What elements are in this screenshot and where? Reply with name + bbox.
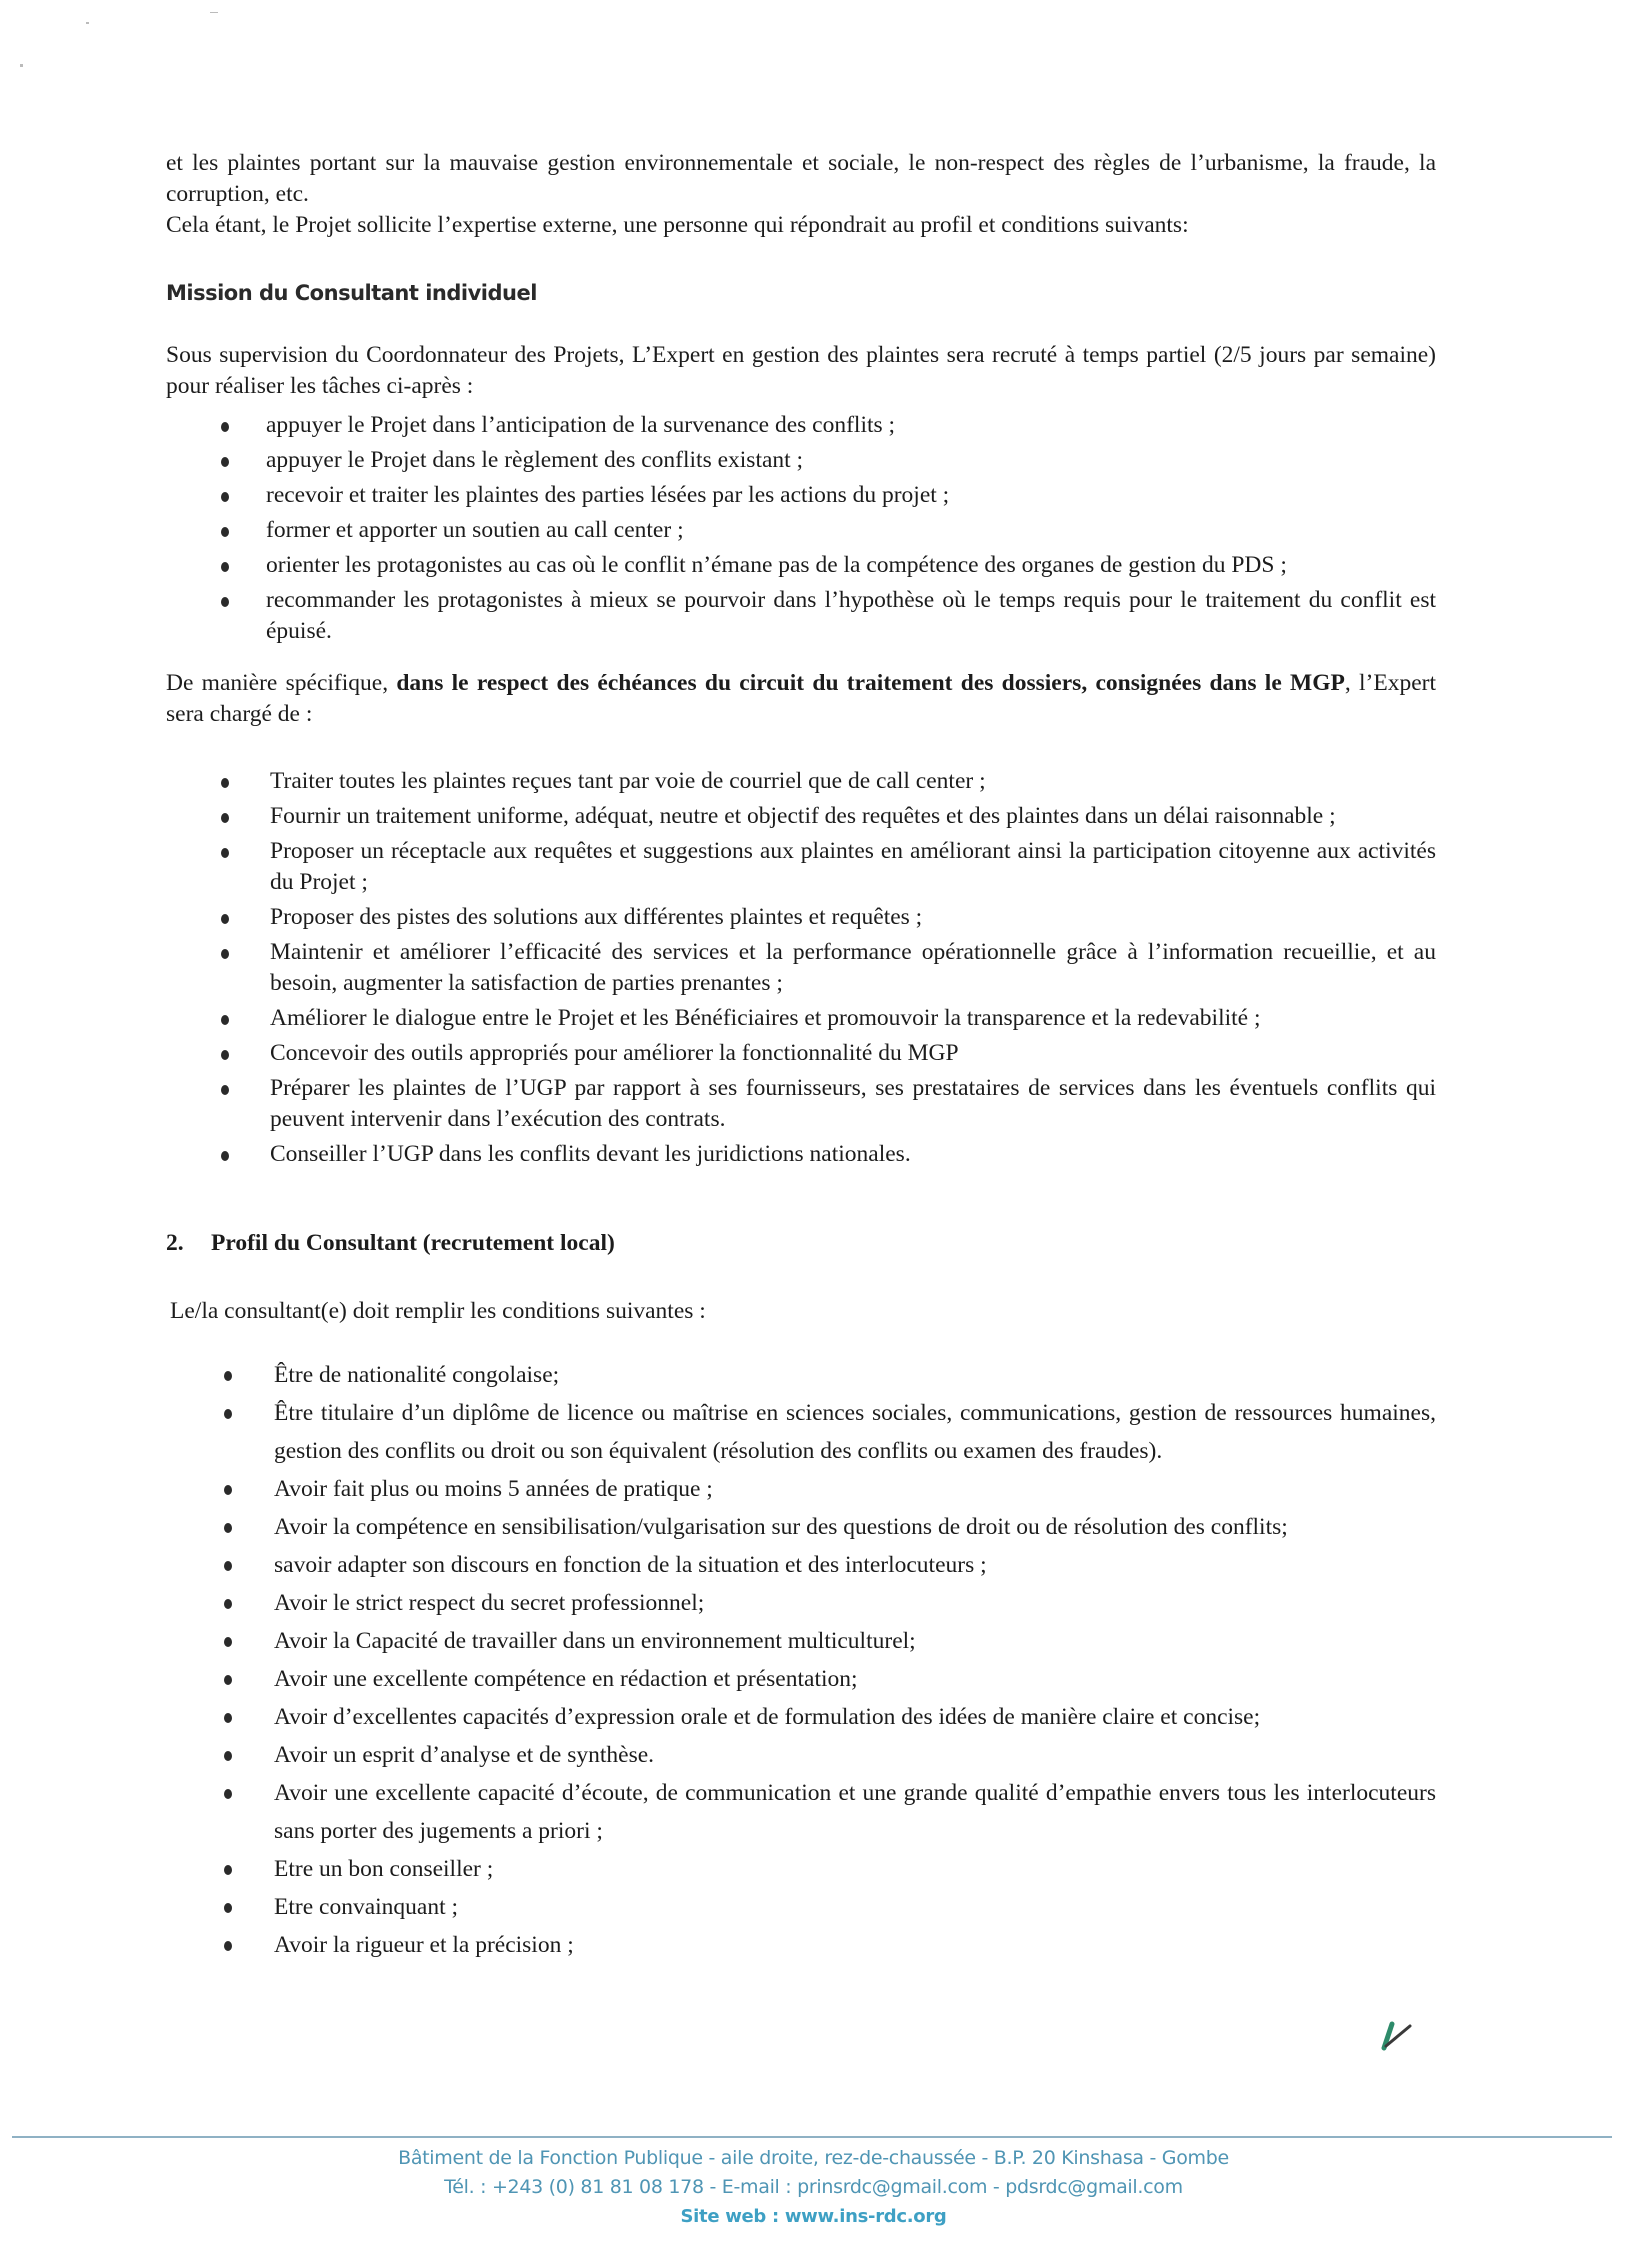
list-item: Conseiller l’UGP dans les conflits devant les juridictions nationales. xyxy=(166,1139,1436,1170)
list-item: Améliorer le dialogue entre le Projet et les Bénéficiaires et promouvoir la transparence et la redevabilité ; xyxy=(166,1003,1436,1034)
specific-task-list xyxy=(166,766,1436,1170)
intro-paragraph-2: Cela étant, le Projet sollicite l’expertise externe, une personne qui répondrait au profil et conditions suivants: xyxy=(166,212,1189,238)
bullet-icon xyxy=(224,1941,232,1951)
bullet-icon xyxy=(224,1485,232,1495)
bullet-icon xyxy=(224,1903,232,1913)
footer-address: Bâtiment de la Fonction Publique - aile droite, rez-de-chaussée - B.P. 20 Kinshasa - Gombe xyxy=(398,2147,1229,2169)
bullet-icon xyxy=(221,778,229,788)
list-item: Avoir un esprit d’analyse et de synthèse. xyxy=(166,1736,1436,1774)
list-item: Avoir la compétence en sensibilisation/vulgarisation sur des questions de droit ou de résolution des conflits; xyxy=(166,1508,1436,1546)
list-item: Proposer un réceptacle aux requêtes et suggestions aux plaintes en améliorant ainsi la participation citoyenne aux activités du Projet ; xyxy=(166,836,1436,898)
bullet-icon xyxy=(221,562,229,572)
bullet-icon xyxy=(224,1675,232,1685)
list-item: recevoir et traiter les plaintes des parties lésées par les actions du projet ; xyxy=(166,480,1436,511)
scan-speck xyxy=(210,12,218,13)
list-item: Être titulaire d’un diplôme de licence ou maîtrise en sciences sociales, communications, gestion de ressources humaines, gestion des conflits ou droit ou son équivalent (résolution des conflits ou examen des fraudes). xyxy=(166,1394,1436,1470)
list-item: Etre un bon conseiller ; xyxy=(166,1850,1436,1888)
list-item: Traiter toutes les plaintes reçues tant par voie de courriel que de call center ; xyxy=(166,766,1436,797)
list-item: Avoir le strict respect du secret professionnel; xyxy=(166,1584,1436,1622)
list-item: appuyer le Projet dans l’anticipation de la survenance des conflits ; xyxy=(166,410,1436,441)
bullet-icon xyxy=(221,597,229,607)
list-item: Maintenir et améliorer l’efficacité des services et la performance opérationnelle grâce à l’information recueillie, et au besoin, augmenter la satisfaction de parties prenantes ; xyxy=(166,937,1436,999)
bullet-icon xyxy=(221,492,229,502)
list-item: Fournir un traitement uniforme, adéquat, neutre et objectif des requêtes et des plaintes dans un délai raisonnable ; xyxy=(166,801,1436,832)
bullet-icon xyxy=(224,1523,232,1533)
bullet-icon xyxy=(224,1637,232,1647)
mission-heading: Mission du Consultant individuel xyxy=(166,281,537,305)
list-item: Avoir la rigueur et la précision ; xyxy=(166,1926,1436,1964)
bullet-icon xyxy=(224,1371,232,1381)
list-item: Avoir fait plus ou moins 5 années de pratique ; xyxy=(166,1470,1436,1508)
letterhead-footer xyxy=(0,2144,1627,2231)
list-item: Avoir une excellente compétence en rédaction et présentation; xyxy=(166,1660,1436,1698)
list-item: savoir adapter son discours en fonction de la situation et des interlocuteurs ; xyxy=(166,1546,1436,1584)
bullet-icon xyxy=(221,848,229,858)
footer-divider xyxy=(12,2136,1612,2138)
bullet-icon xyxy=(224,1561,232,1571)
bullet-icon xyxy=(224,1865,232,1875)
list-item: Etre convainquant ; xyxy=(166,1888,1436,1926)
list-item: orienter les protagonistes au cas où le conflit n’émane pas de la compétence des organes de gestion du PDS ; xyxy=(166,550,1436,581)
list-item: Avoir la Capacité de travailler dans un environnement multiculturel; xyxy=(166,1622,1436,1660)
footer-website: Site web : www.ins-rdc.org xyxy=(680,2206,947,2227)
list-item: former et apporter un soutien au call center ; xyxy=(166,515,1436,546)
bullet-icon xyxy=(224,1789,232,1799)
intro-paragraph-1: et les plaintes portant sur la mauvaise gestion environnementale et sociale, le non-respect des règles de l’urbanisme, la fraude, la corruption, etc. xyxy=(166,150,1436,207)
bullet-icon xyxy=(224,1713,232,1723)
handwritten-checkmark-icon xyxy=(1380,2018,1416,2052)
bullet-icon xyxy=(221,422,229,432)
specific-paragraph: De manière spécifique, dans le respect des échéances du circuit du traitement des dossiers, consignées dans le MGP, l’Expert sera chargé de : xyxy=(166,670,1436,727)
bullet-icon xyxy=(221,813,229,823)
bullet-icon xyxy=(221,949,229,959)
mission-task-list xyxy=(166,410,1436,647)
specific-emphasis: dans le respect des échéances du circuit du traitement des dossiers, consignées dans le MGP xyxy=(396,670,1345,696)
list-item: appuyer le Projet dans le règlement des conflits existant ; xyxy=(166,445,1436,476)
scan-speck xyxy=(20,64,23,67)
list-item: Proposer des pistes des solutions aux différentes plaintes et requêtes ; xyxy=(166,902,1436,933)
mission-intro: Sous supervision du Coordonnateur des Projets, L’Expert en gestion des plaintes sera recruté à temps partiel (2/5 jours par semaine) pour réaliser les tâches ci-après : xyxy=(166,342,1436,399)
list-item: Avoir d’excellentes capacités d’expression orale et de formulation des idées de manière claire et concise; xyxy=(166,1698,1436,1736)
bullet-icon xyxy=(221,1085,229,1095)
list-item: Avoir une excellente capacité d’écoute, de communication et une grande qualité d’empathie envers tous les interlocuteurs sans porter des jugements a priori ; xyxy=(166,1774,1436,1850)
list-item: Être de nationalité congolaise; xyxy=(166,1356,1436,1394)
list-item: Préparer les plaintes de l’UGP par rapport à ses fournisseurs, ses prestataires de services dans les éventuels conflits qui peuvent intervenir dans l’exécution des contrats. xyxy=(166,1073,1436,1135)
profile-conditions-list xyxy=(166,1356,1436,1964)
list-item: recommander les protagonistes à mieux se pourvoir dans l’hypothèse où le temps requis pour le traitement du conflit est épuisé. xyxy=(166,585,1436,647)
bullet-icon xyxy=(224,1599,232,1609)
profile-intro: Le/la consultant(e) doit remplir les conditions suivantes : xyxy=(170,1298,706,1324)
footer-contact: Tél. : +243 (0) 81 81 08 178 - E-mail : prinsrdc@gmail.com - pdsrdc@gmail.com xyxy=(444,2176,1183,2198)
profile-heading: 2. Profil du Consultant (recrutement local) xyxy=(166,1230,615,1256)
bullet-icon xyxy=(221,914,229,924)
bullet-icon xyxy=(221,1015,229,1025)
bullet-icon xyxy=(224,1409,232,1419)
list-item: Concevoir des outils appropriés pour améliorer la fonctionnalité du MGP xyxy=(166,1038,1436,1069)
bullet-icon xyxy=(224,1751,232,1761)
bullet-icon xyxy=(221,527,229,537)
bullet-icon xyxy=(221,1151,229,1161)
bullet-icon xyxy=(221,457,229,467)
scan-speck xyxy=(86,22,89,24)
bullet-icon xyxy=(221,1050,229,1060)
